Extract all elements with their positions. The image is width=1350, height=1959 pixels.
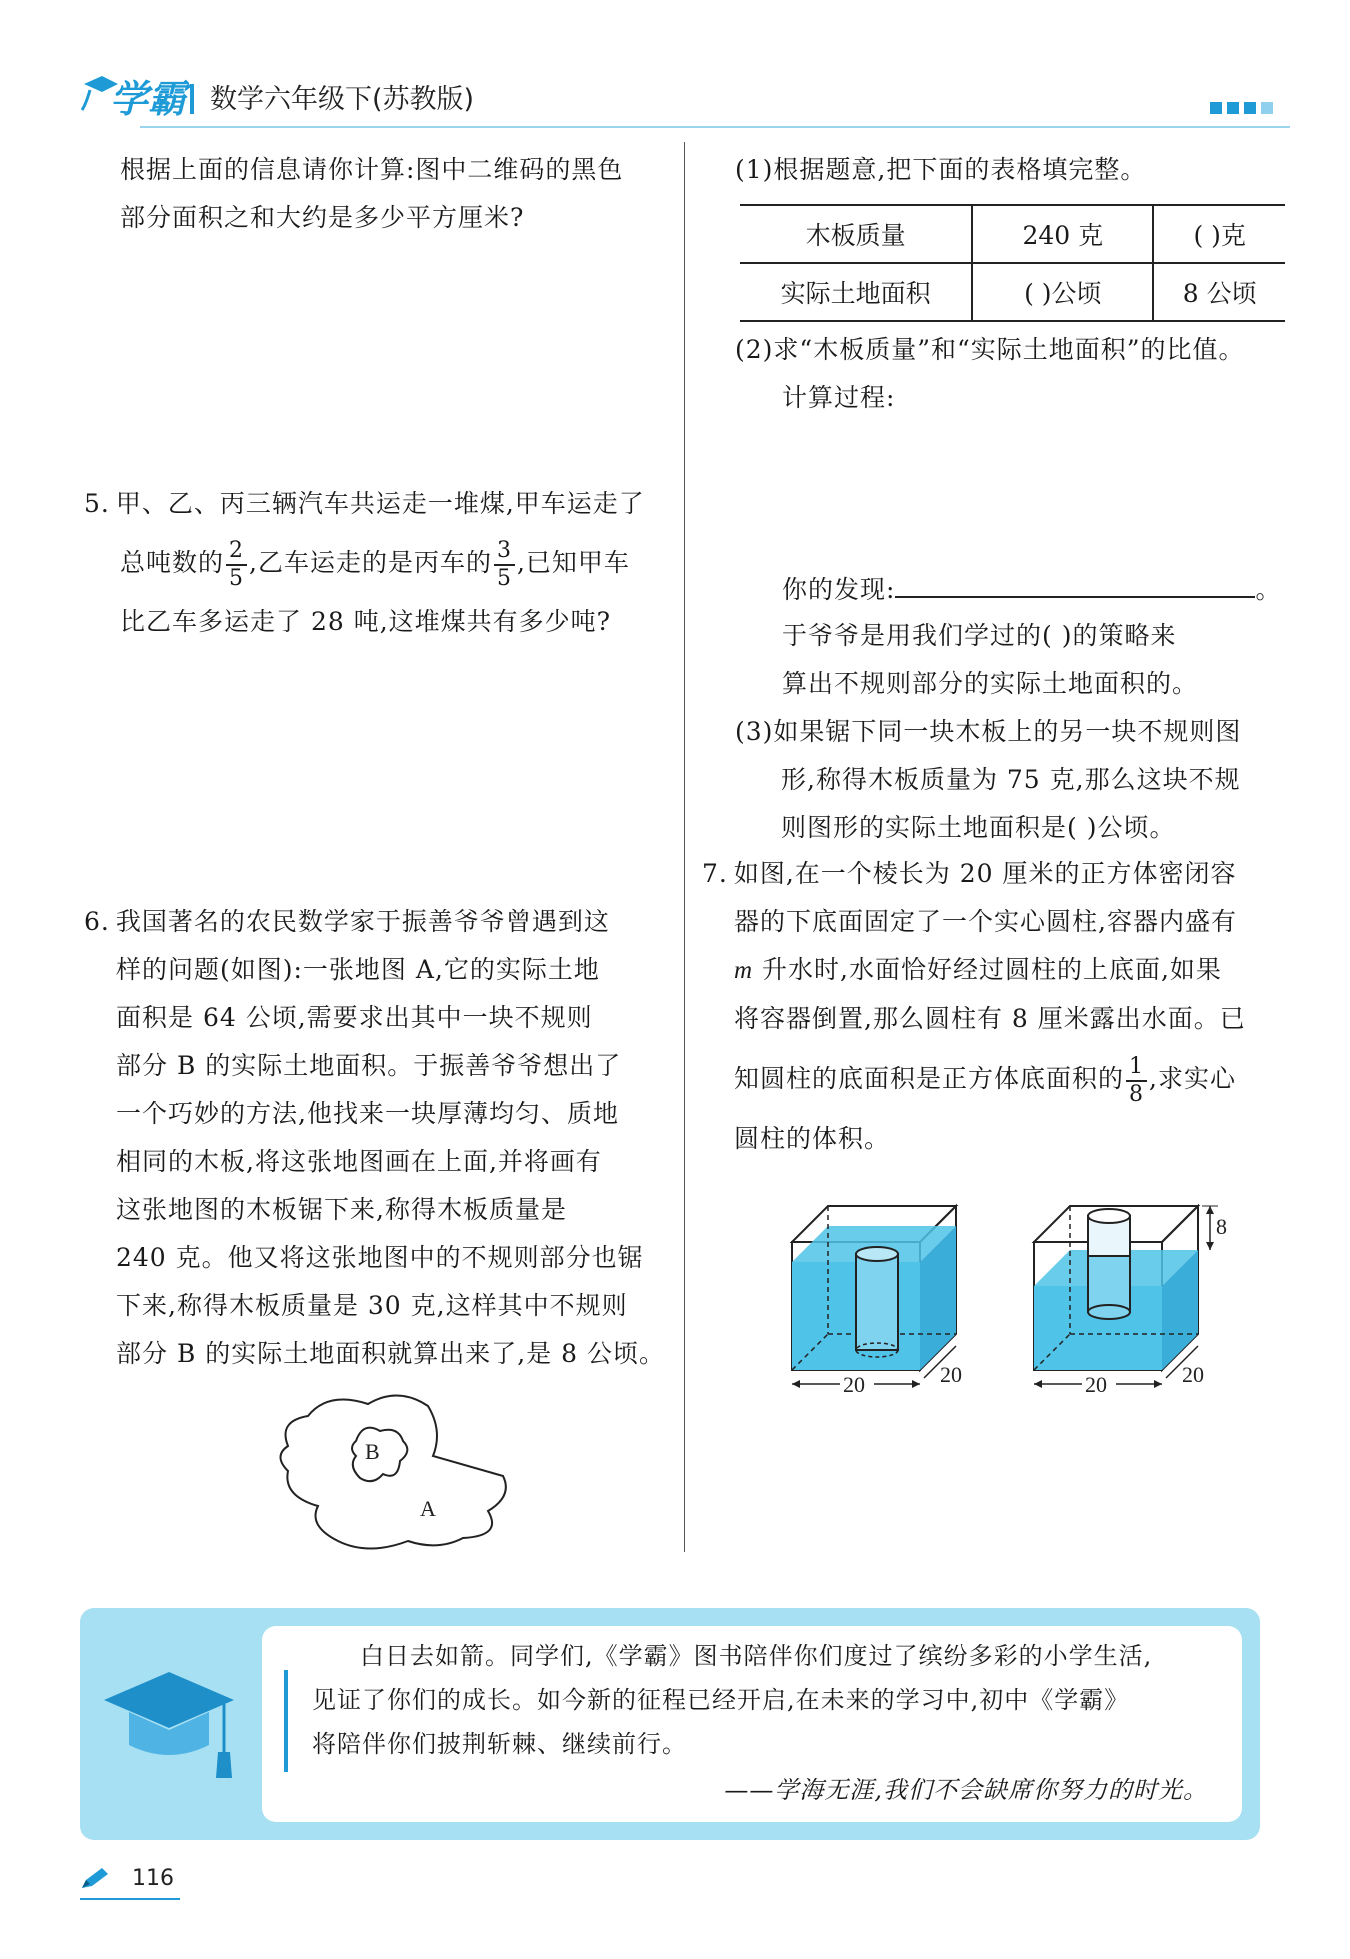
pencil-icon [80,1866,110,1892]
table-cell: 实际土地面积 [740,263,972,321]
question-6: 6. 我国著名的农民数学家于振善爷爷曾遇到这 样的问题(如图):一张地图 A,它的实际土地 面积是 64 公顷,需要求出其中一块不规则 部分 B 的实际土地面积。于振善爷爷想出了 一个巧妙的方法,他找来一块厚薄均匀、质地 相同的木板,将这张地图画在上面,并将画有 这张地图的木板锯下来,称得木板质量是 240 克。他又将这张地图中的不规则部分也锯 下来,称得木板质量是 30 克,这样其中不规则 部分 B 的实际土地面积就算出来了,是 8 公顷。 [84,907,666,1368]
banner-card [262,1626,1242,1822]
banner-text: 白日去如箭。同学们,《学霸》图书陪伴你们度过了缤纷多彩的小学生活, 见证了你们的成长。如今新的征程已经开启,在未来的学习中,初中《学霸》 将陪伴你们披荆斩棘、继续前行。 [312,1642,1153,1758]
exposed-height-label: 8 [1216,1214,1227,1239]
map-figure [268,1386,518,1556]
calc-process-label: 计算过程: [782,383,896,412]
table-row [740,263,1285,321]
q5-number: 5. [84,489,110,518]
graduation-cap-icon [94,1660,244,1790]
finding-line: 你的发现: 。 [782,575,1282,604]
fraction-3-5: $\frac{3}{5}$ [494,538,515,592]
map-a-outline [281,1395,506,1548]
closing-banner [80,1608,1260,1840]
question-7: 7. 如图,在一个棱长为 20 厘米的正方体密闭容 器的下底面固定了一个实心圆柱,容器内盛有 m 升水时,水面恰好经过圆柱的上底面,如果 将容器倒置,那么圆柱有 8 厘米露出水面。已 知圆柱的底面积是正方体底面积的 $\frac{1}{8}$ ,求实心 圆柱的体积。 [702,859,1246,1153]
book-subtitle: 数学六年级下(苏教版) [210,84,475,115]
part-1-prompt: (1)根据题意,把下面的表格填完整。 [735,155,1147,184]
question-5: 5. 甲、乙、丙三辆汽车共运走一堆煤,甲车运走了 总吨数的 $\frac{2}{5}$ ,乙车运走的是丙车的 $\frac{3}{5}$ ,已知甲车 比乙车多运走了 28 吨,这堆煤共有多少吨? [84,489,645,636]
part-2-prompt: (2)求“木板质量”和“实际土地面积”的比值。 [735,335,1245,364]
data-table [740,204,1285,322]
right-cube-depth-label: 20 [1182,1362,1204,1387]
table-cell: ( )克 [1153,205,1285,263]
part-3-prompt: (3)如果锯下同一块木板上的另一块不规则图 形,称得木板质量为 75 克,那么这块不规 则图形的实际土地面积是( )公顷。 [735,717,1242,842]
map-label-b: B [365,1439,380,1464]
cube-left [792,1206,962,1392]
logo-divider [190,84,194,114]
header-rule [140,126,1290,128]
table-cell: 8 公顷 [1153,263,1285,321]
footer [80,1862,200,1902]
banner-accent-bar [284,1670,288,1772]
map-label-a: A [420,1496,436,1521]
cube-right [1034,1206,1227,1392]
column-divider [684,142,685,1552]
banner-signature: ——学海无涯,我们不会缺席你努力的时光。 [724,1776,1208,1804]
logo-text: 学霸 [110,77,187,121]
q7-number: 7. [702,859,728,888]
cube-figures [780,1192,1250,1392]
page-number: 116 [132,1866,174,1891]
right-cube-width-label: 20 [1085,1372,1107,1392]
table-cell: ( )公顷 [972,263,1153,321]
strategy-text: 于爷爷是用我们学过的( )的策略来 算出不规则部分的实际土地面积的。 [782,621,1199,698]
left-cube-depth-label: 20 [940,1362,962,1387]
table-cell: 木板质量 [740,205,972,263]
table-cell: 240 克 [972,205,1153,263]
intro-question: 根据上面的信息请你计算:图中二维码的黑色 部分面积之和大约是多少平方厘米? [120,155,624,232]
footer-underline [80,1898,180,1900]
left-cube-width-label: 20 [843,1372,865,1392]
fraction-2-5: $\frac{2}{5}$ [226,538,247,592]
header [80,70,1290,130]
fraction-1-8: $\frac{1}{8}$ [1126,1054,1147,1108]
table-row [740,205,1285,263]
q6-number: 6. [84,907,110,936]
finding-blank[interactable] [895,574,1255,598]
